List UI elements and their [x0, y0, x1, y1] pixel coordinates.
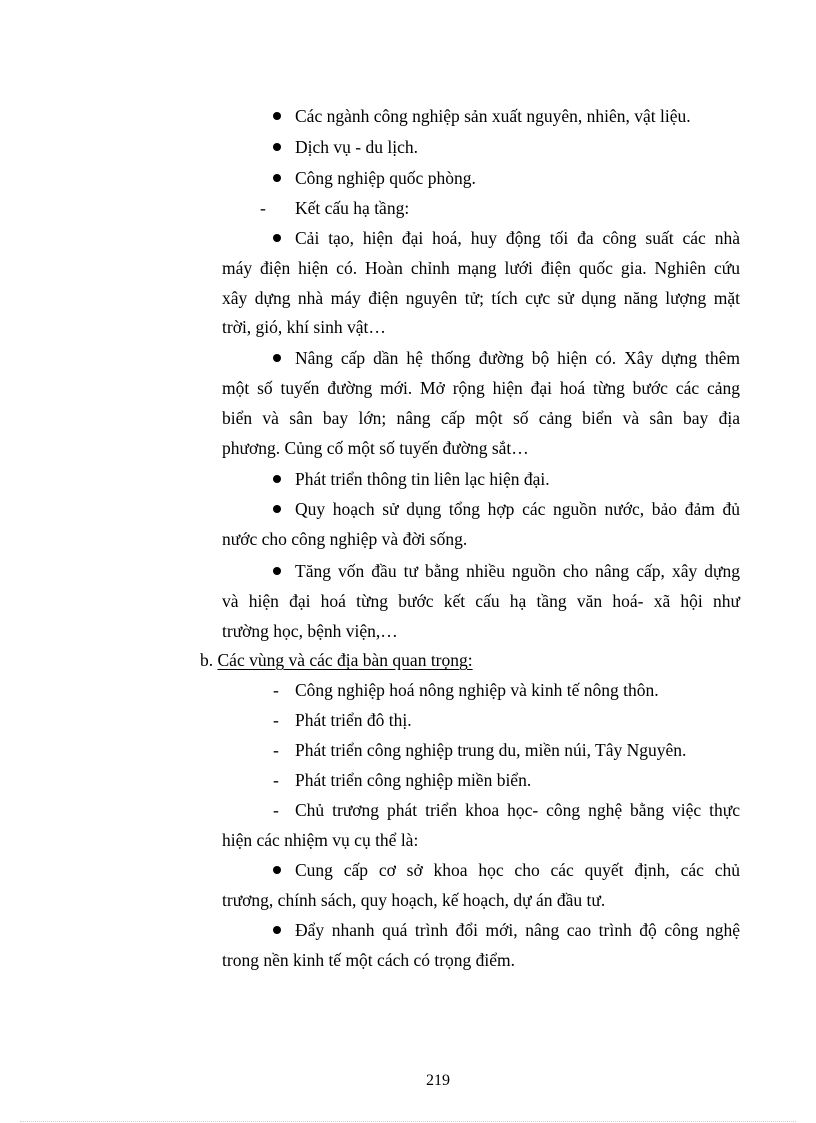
list-item: Phát triển thông tin liên lạc hiện đại. [295, 469, 550, 489]
bullet-icon [273, 354, 281, 362]
paragraph-line: hiện các nhiệm vụ cụ thể là: [222, 830, 419, 850]
paragraph-line: phương. Củng cố một số tuyến đường sắt… [222, 438, 529, 458]
bullet-icon [273, 866, 281, 874]
paragraph-line: Tăng vốn đầu tư bằng nhiều nguồn cho nâng cấp, xây dựng [295, 561, 740, 581]
list-item: Phát triển công nghiệp trung du, miền núi, Tây Nguyên. [295, 740, 687, 760]
dash-marker: - [260, 198, 266, 218]
paragraph-line: xây dựng nhà máy điện nguyên tử; tích cực sử dụng năng lượng mặt [222, 288, 740, 308]
list-item: Các ngành công nghiệp sản xuất nguyên, nhiên, vật liệu. [295, 106, 691, 126]
section-title: Các vùng và các địa bàn quan trọng: [217, 650, 473, 670]
bullet-icon [273, 926, 281, 934]
bullet-icon [273, 505, 281, 513]
paragraph-line: Cung cấp cơ sở khoa học cho các quyết định, các chủ [295, 860, 740, 880]
list-item: Phát triển đô thị. [295, 710, 412, 730]
paragraph-line: Cải tạo, hiện đại hoá, huy động tối đa công suất các nhà [295, 228, 740, 248]
bullet-icon [273, 112, 281, 120]
list-item: Phát triển công nghiệp miền biển. [295, 770, 532, 790]
dash-marker: - [273, 680, 279, 700]
section-heading [200, 649, 473, 671]
dash-marker: - [273, 710, 279, 730]
dash-marker: - [273, 770, 279, 790]
paragraph-line: và hiện đại hoá từng bước kết cấu hạ tầng văn hoá- xã hội như [222, 591, 740, 611]
paragraph-line: trong nền kinh tế một cách có trọng điểm. [222, 950, 516, 970]
paragraph-line: trường học, bệnh viện,… [222, 621, 398, 641]
paragraph-line: Quy hoạch sử dụng tổng hợp các nguồn nước, bảo đảm đủ [295, 499, 740, 519]
dash-marker: - [273, 740, 279, 760]
paragraph-line: máy điện hiện có. Hoàn chỉnh mạng lưới điện quốc gia. Nghiên cứu [222, 258, 740, 278]
bullet-icon [273, 143, 281, 151]
section-label: b. [200, 650, 214, 670]
list-item: Công nghiệp hoá nông nghiệp và kinh tế nông thôn. [295, 680, 659, 700]
paragraph-line: trời, gió, khí sinh vật… [222, 317, 386, 337]
bullet-icon [273, 234, 281, 242]
paragraph-line: một số tuyến đường mới. Mở rộng hiện đại hoá từng bước các cảng [222, 378, 740, 398]
page-bottom-divider [20, 1121, 796, 1122]
paragraph-line: Nâng cấp dần hệ thống đường bộ hiện có. Xây dựng thêm [295, 348, 740, 368]
dash-marker: - [273, 800, 279, 820]
list-item: Công nghiệp quốc phòng. [295, 168, 476, 188]
paragraph-line: nước cho công nghiệp và đời sống. [222, 529, 468, 549]
list-item: Kết cấu hạ tầng: [295, 198, 410, 218]
paragraph-line: biển và sân bay lớn; nâng cấp một số cảng biển và sân bay địa [222, 408, 740, 428]
bullet-icon [273, 475, 281, 483]
bullet-icon [273, 174, 281, 182]
list-item: Dịch vụ - du lịch. [295, 137, 418, 157]
paragraph-line: trương, chính sách, quy hoạch, kế hoạch, dự án đầu tư. [222, 890, 606, 910]
bullet-icon [273, 567, 281, 575]
paragraph-line: Chủ trương phát triển khoa học- công nghệ bằng việc thực [295, 800, 740, 820]
page-number: 219 [426, 1072, 450, 1089]
paragraph-line: Đẩy nhanh quá trình đổi mới, nâng cao trình độ công nghệ [295, 920, 740, 940]
